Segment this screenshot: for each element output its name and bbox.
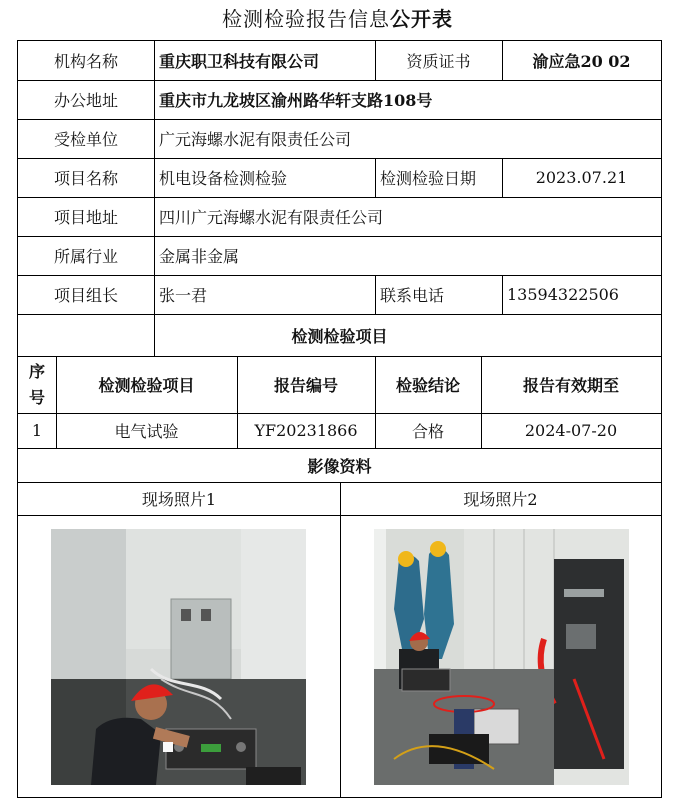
row-valid-until: 2024-07-20: [524, 421, 618, 440]
date-value: 2023.07.21: [535, 168, 628, 187]
col-header-conclusion: 检验结论: [395, 376, 460, 395]
col-header-item: 检测检验项目: [98, 376, 195, 395]
col-header-valid-until: 报告有效期至: [522, 376, 619, 395]
phone-label: 联系电话: [380, 286, 445, 305]
org-label: 机构名称: [53, 52, 118, 71]
report-table: [17, 40, 662, 798]
site-photo-2: [374, 529, 629, 785]
phone-value: 13594322506: [507, 285, 619, 304]
client-value: 广元海螺水泥有限责任公司: [159, 130, 352, 149]
proj-label: 项目名称: [53, 169, 118, 188]
proj-value: 机电设备检测检验: [159, 169, 288, 188]
industry-value: 金属非金属: [159, 247, 240, 266]
images-heading: 影像资料: [307, 456, 372, 476]
row-report-no: YF20231866: [254, 421, 358, 440]
items-heading: 检测检验项目: [291, 326, 388, 346]
site-value: 四川广元海螺水泥有限责任公司: [159, 208, 384, 227]
row-no: 1: [31, 421, 43, 440]
row-item: 电气试验: [114, 422, 179, 441]
industry-label: 所属行业: [53, 247, 118, 266]
leader-value: 张一君: [159, 286, 208, 305]
org-value: 重庆职卫科技有限公司: [159, 52, 320, 71]
row-conclusion: 合格: [411, 422, 444, 441]
leader-label: 项目组长: [53, 286, 118, 305]
cert-value: 渝应急20 02: [532, 52, 631, 71]
site-label: 项目地址: [53, 208, 118, 227]
addr-label: 办公地址: [53, 91, 118, 110]
site-photo-1: [51, 529, 306, 785]
page-title: [0, 2, 675, 36]
title-part2: 公开表: [390, 7, 453, 31]
date-label: 检测检验日期: [380, 169, 477, 188]
photo2-label: 现场照片2: [463, 490, 538, 509]
cert-label: 资质证书: [406, 52, 471, 71]
col-header-report-no: 报告编号: [273, 376, 338, 395]
col-header-no: 序号: [28, 361, 45, 407]
title-part1: 检测检验报告信息: [222, 7, 390, 31]
addr-value: 重庆市九龙坡区渝州路华轩支路108号: [159, 91, 433, 110]
photo1-label: 现场照片1: [141, 490, 217, 509]
client-label: 受检单位: [53, 130, 118, 149]
